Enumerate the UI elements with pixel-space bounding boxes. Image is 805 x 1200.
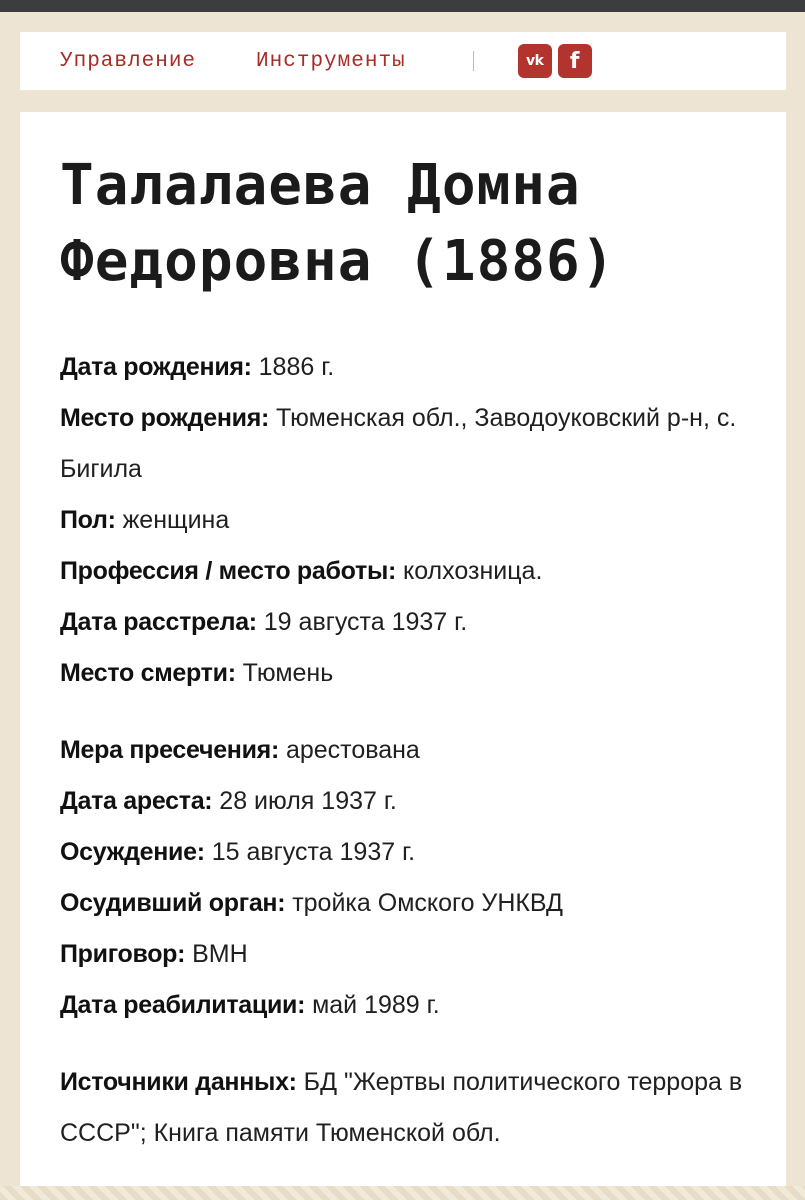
field-value: тройка Омского УНКВД: [292, 889, 563, 917]
top-strip: [0, 0, 805, 12]
field-conviction: [60, 827, 746, 878]
field-sex: [60, 495, 746, 546]
group-spacer: [60, 1031, 746, 1057]
field-label: Дата рождения:: [60, 353, 252, 381]
top-navigation: [20, 32, 786, 90]
field-label: Мера пресечения:: [60, 736, 279, 764]
field-value: 19 августа 1937 г.: [263, 608, 468, 636]
field-birth-date: [60, 342, 746, 393]
field-restraint: [60, 725, 746, 776]
field-value: БД "Жертвы политического террора в СССР"; Книга памяти Тюменской обл.: [60, 1068, 743, 1147]
page-title: Талалаева Домна Федоровна (1886): [60, 153, 616, 294]
field-label: Приговор:: [60, 940, 186, 968]
field-value: колхозница.: [402, 557, 543, 585]
field-data-sources: [60, 1057, 746, 1159]
field-label: Профессия / место работы:: [60, 557, 397, 585]
vk-icon[interactable]: vk: [518, 44, 552, 78]
field-execution-date: [60, 597, 746, 648]
field-value: май 1989 г.: [312, 991, 440, 1019]
field-sentence: [60, 929, 746, 980]
field-value: арестована: [285, 736, 420, 764]
record-fields: [60, 342, 746, 1159]
nav-link-upravlenie[interactable]: Управление: [60, 49, 197, 73]
field-convicting-body: [60, 878, 746, 929]
field-value: ВМН: [192, 940, 248, 968]
field-arrest-date: [60, 776, 746, 827]
field-label: Осудивший орган:: [60, 889, 286, 917]
field-birth-place: [60, 393, 746, 495]
field-value: 28 июля 1937 г.: [219, 787, 397, 815]
field-value: 15 августа 1937 г.: [211, 838, 416, 866]
field-label: Место смерти:: [60, 659, 236, 687]
field-value: 1886 г.: [258, 353, 335, 381]
facebook-icon[interactable]: f: [558, 44, 592, 78]
field-value: Тюмень: [242, 659, 334, 687]
field-profession: [60, 546, 746, 597]
field-label: Источники данных:: [60, 1068, 297, 1096]
field-label: Дата реабилитации:: [60, 991, 306, 1019]
nav-link-instrumenty[interactable]: Инструменты: [256, 49, 406, 73]
field-label: Пол:: [60, 506, 116, 534]
field-death-place: [60, 648, 746, 699]
field-label: Место рождения:: [60, 404, 270, 432]
field-rehabilitation-date: [60, 980, 746, 1031]
group-spacer: [60, 699, 746, 725]
record-card: [20, 112, 786, 1200]
field-value: Тюменская обл., Заводоуковский р-н, с. Бигила: [60, 404, 737, 483]
field-label: Осуждение:: [60, 838, 205, 866]
field-label: Дата расстрела:: [60, 608, 257, 636]
torn-paper-edge: [0, 1186, 805, 1200]
field-value: женщина: [122, 506, 230, 534]
field-label: Дата ареста:: [60, 787, 213, 815]
nav-divider: [473, 51, 474, 71]
